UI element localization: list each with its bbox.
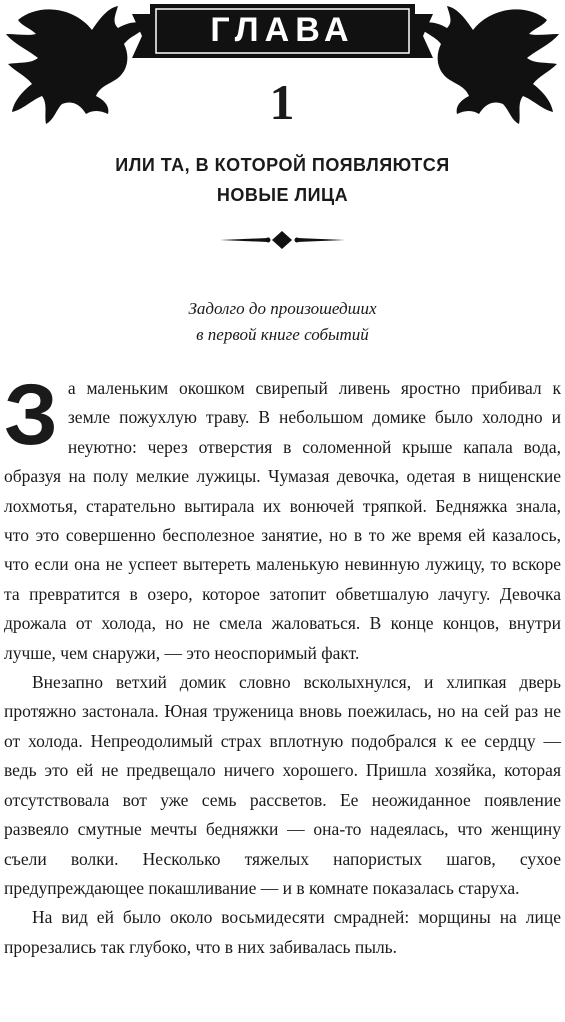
chapter-body xyxy=(4,367,561,962)
chapter-title xyxy=(40,150,525,210)
pegasus-icon xyxy=(6,6,146,124)
chapter-number: 1 xyxy=(269,74,295,130)
chapter-header xyxy=(0,0,565,145)
chapter-label: ГЛАВА xyxy=(210,11,355,49)
epigraph-line: в первой книге событий xyxy=(196,325,369,344)
epigraph xyxy=(60,296,505,348)
pegasus-icon xyxy=(419,6,559,124)
paragraph: Внезапно ветхий домик словно всколыхнулся, и хлипкая дверь протяжно застонала. Юная труженица вновь поежилась, но на сей раз не от холода. Непреодолимый страх вплотную подобрался к ее сердцу — ведь это ей не предвещало ничего хорошего. Пришла хозяйка, которая отсутствовала вот уже семь рассветов. Ее неожиданное появление развеяло смутные мечты бедняжки — она-то надеялась, что женщину съели волки. Несколько тяжелых напористых шагов, сухое предупреждающее покашливание — и в комнате показалась старуха. xyxy=(4,672,561,898)
chapter-title-line: ИЛИ ТА, В КОТОРОЙ ПОЯВЛЯЮТСЯ xyxy=(115,155,450,175)
paragraph-text: а маленьким окошком свирепый ливень яростно прибивал к земле пожухлую траву. В небольшом домике было холодно и неуютно: через отверстия в соломенной крыше капала вода, образуя на полу мелкие лужицы. Чумазая девочка, одетая в нищенские лохмотья, старательно вытирала их вонючей тряпкой. Бедняжка знала, что это совершенно бесполезное занятие, но в то же время ей казалось, что если она не успеет вытереть маленькую невинную лужицу, то вскоре та превратится в озеро, которое затопит обветшалую лачугу. Девочка дрожала от холода, но не смела жаловаться. В конце концов, внутри лучше, чем снаружи, — это неоспоримый факт. xyxy=(4,378,561,663)
paragraph: На вид ей было около восьмидесяти смрадней: морщины на лице прорезались так глубоко, что в них забивалась пыль. xyxy=(4,907,561,957)
diamond-ornament-icon xyxy=(0,228,565,252)
drop-cap: З xyxy=(4,367,58,463)
chapter-title-line: НОВЫЕ ЛИЦА xyxy=(216,185,349,205)
epigraph-line: Задолго до произошедших xyxy=(188,299,377,318)
paragraph xyxy=(4,367,561,668)
